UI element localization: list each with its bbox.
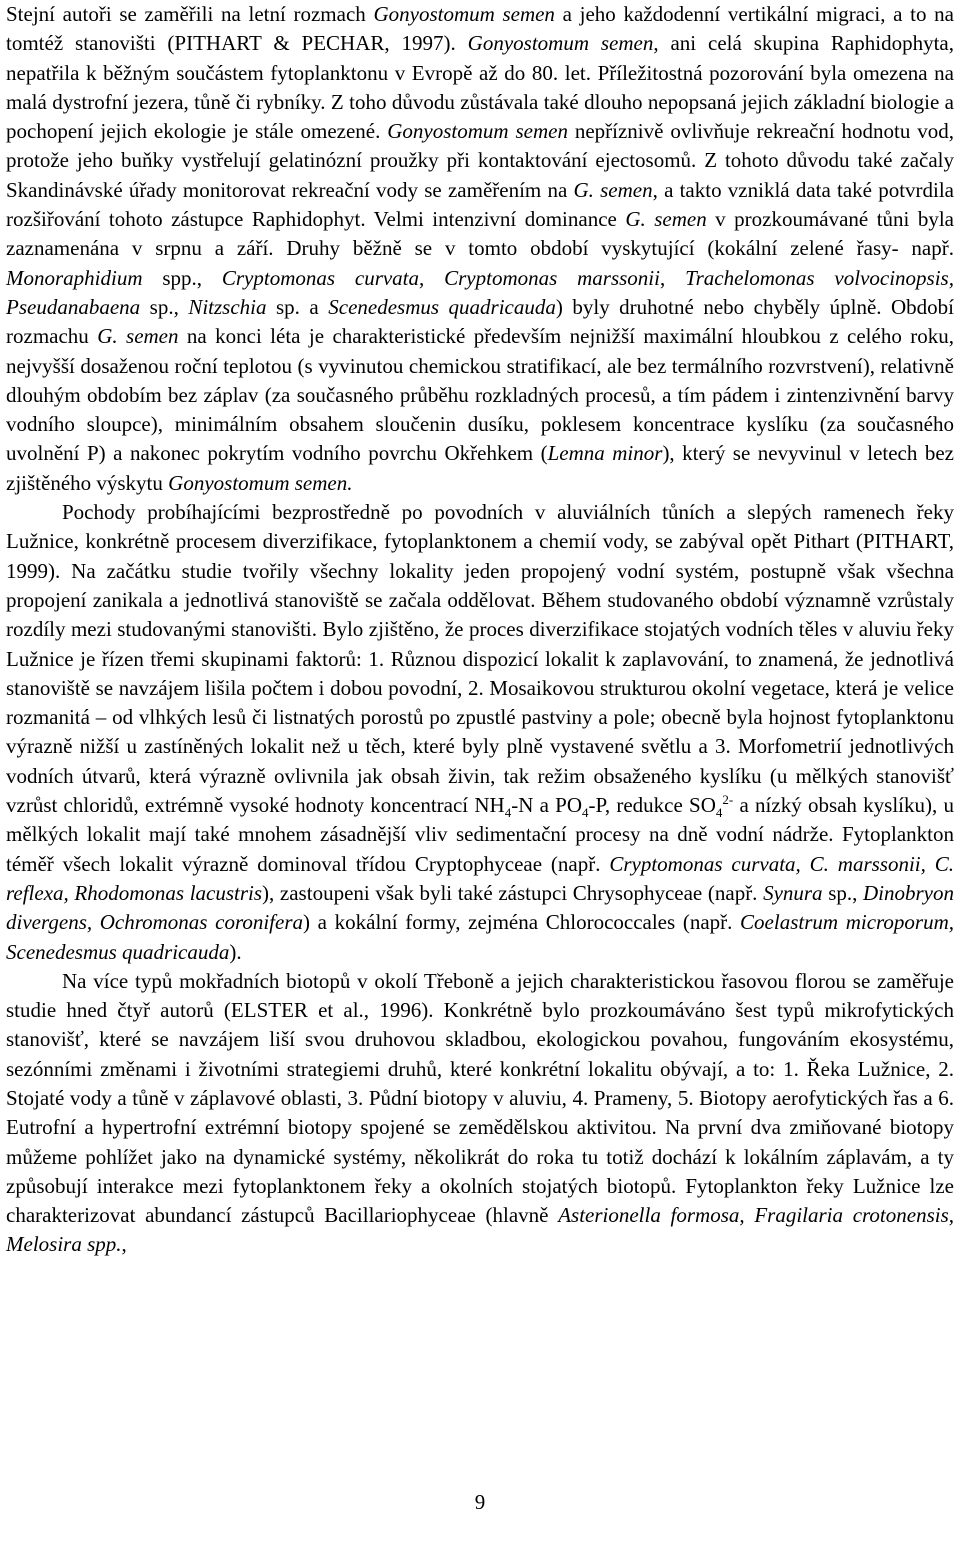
text-run: ), který se nevyvinul v letech bez zjištěného výskytu	[6, 441, 954, 495]
subscript: 4	[504, 805, 512, 821]
text-run: ) byly druhotné nebo chyběly úplně. Období rozmachu	[6, 294, 955, 349]
text-run: nepříznivě ovlivňuje rekreační hodnotu vod, protože jeho buňky vystřelují gelatinózní proužky při kontaktování ejectosomů. Z tohoto důvodu také začaly Skandinávské úřady monitorovat rekreační vody se zaměřením na	[6, 119, 955, 202]
text-run: , ani celá skupina Raphidophyta, nepatřila k běžným součástem fytoplanktonu v Evropě až do 80. let. Příležitostná pozorování byla omezena na malá dystrofní jezera, tůně či rybníky. Z toho důvodu zůstávala také dlouho nepopsaná jejich základní biologie a pochopení jejich ekologie je stále omezené.	[6, 31, 954, 144]
italic-text: Coelastrum microporum, Scenedesmus quadricauda	[6, 910, 954, 964]
paragraph-3	[6, 967, 954, 1260]
italic-text: Asterionella formosa, Fragilaria crotonensis, Melosira	[6, 1203, 954, 1257]
text-run: spp.,	[142, 265, 222, 290]
italic-text: Gonyostomum semen	[387, 119, 568, 144]
italic-text: Nitzschia	[188, 294, 267, 319]
italic-text: Lemna minor	[547, 441, 663, 466]
text-run: Na více typů mokřadních biotopů v okolí Třeboně a jejich charakteristickou řasovou florou se zaměřuje studie hned čtyř autorů (ELSTER et al., 1996). Konkrétně bylo prozkoumáváno šest typů mikrofytických stanovišť, které se navzájem liší svou druhovou skladbou, ekologickou povahou, fungováním ekosystému, sezónními změnami i životními strategiemi druhů, které konkrétní lokalitu obývají, a to: 1. Řeka Lužnice, 2. Stojaté vody a tůně v záplavové oblasti, 3. Půdní biotopy v aluviu, 4. Prameny, 5. Biotopy aerofytických řas a 6. Eutrofní a hypertrofní extrémní biotopy spojené se zemědělskou aktivitou. Na první dva zmiňované biotopy můžeme pohlížet jako na dynamické systémy, několikrát do roka tu totiž dochází k lokálním záplavám, a ty způsobují interakce mezi fytoplanktonem řeky a okolních stojatých biotopů. Fytoplankton řeky Lužnice lze charakterizovat abundancí zástupců Bacillariophyceae (hlavně	[6, 968, 954, 1228]
italic-text: Gonyostomum semen.	[168, 470, 353, 495]
italic-text: G. semen	[625, 207, 707, 232]
text-run: Pochody probíhajícími bezprostředně po povodních v aluviálních tůních a slepých ramenech řeky Lužnice, konkrétně procesem diverzifikace, fytoplanktonem a chemií vody, se zabýval opět Pithart (PITHART, 1999). Na začátku studie tvořily všechny lokality jeden propojený vodní systém, postupně však všechna propojení zanikala a jednotlivá stanoviště se začala oddělovat. Během studovaného období významně vzrůstaly rozdíly mezi studovanými stanovišti. Bylo zjištěno, že proces diverzifikace stojatých vodních těles v aluviu řeky Lužnice je řízen třemi skupinami faktorů: 1. Různou dispozicí lokalit k zaplavování, to znamená, že jednotlivá stanoviště se navzájem lišila počtem i dobou povodní, 2. Mosaikovou strukturou okolní vegetace, která je velice rozmanitá – od vlhkých lesů či listnatých porostů po zpustlé pastviny a pole; obecně byla hojnost fytoplanktonu výrazně nižší u zastíněných lokalit než u těch, které byly plně vystavené světlu a 3. Morfometrií jednotlivých vodních útvarů, která výrazně ovlivnila jak obsah živin, tak režim obsaženého kyslíku (u mělkých stanovišť vzrůst chloridů, extrémně vysoké hodnoty koncentrací NH	[6, 500, 954, 818]
italic-text: Scenedesmus quadricauda	[328, 294, 556, 319]
italic-text: Dinobryon divergens, Ochromonas coronifera	[6, 880, 954, 935]
text-run: v prozkoumávané tůni byla zaznamenána v srpnu a září. Druhy běžně se v tomto období vyskytující (kokální zelené řasy- např.	[6, 207, 954, 261]
italic-text: G. semen	[573, 177, 653, 202]
italic-text: Synura	[763, 880, 823, 905]
italic-text: Cryptomonas curvata, Cryptomonas marssonii	[221, 265, 660, 290]
italic-text: Trachelomonas volvocinopsis, Pseudanabaena	[6, 265, 954, 319]
text-run: a nízký obsah kyslíku), u mělkých lokalit mají také mnohem zásadnější vliv sedimentační procesy na dně vodní nádrže. Fytoplankton téměř všech lokalit výrazně dominoval třídou Cryptophyceae (např.	[6, 793, 954, 876]
italic-text: spp.	[81, 1232, 122, 1257]
italic-text: G. semen	[97, 324, 179, 349]
text-run: sp.,	[140, 294, 189, 319]
italic-text: Cryptomonas curvata, C. marssonii, C. reflexa, Rhodomonas lacustris	[6, 851, 954, 905]
text-run: ,	[659, 265, 686, 290]
italic-text: Gonyostomum semen	[467, 31, 654, 56]
italic-text: Monoraphidium	[6, 265, 143, 290]
text-run: ,	[121, 1232, 127, 1257]
superscript: 2-	[722, 792, 734, 808]
text-run: -N a PO	[511, 793, 583, 818]
text-run: na konci léta je charakteristické především nejnižší maximální hloubkou z celého roku, nejvyšší dosaženou roční teplotou (s vyvinutou chemickou stratifikací, ale bez termálního rozvrstvení), relativně dlouhým obdobím bez záplav (za současného průběhu rozkladných procesů, a tím pádem i zintenzivnění barvy vodního sloupce), minimálním obsahem sloučenin dusíku, poklesem koncentrace kyslíku (za současného uvolnění P) a nakonec pokrytím vodního povrchu Okřehkem (	[6, 324, 954, 466]
text-run: sp. a	[266, 294, 329, 319]
subscript: 4	[582, 805, 589, 821]
text-run: a jeho každodenní vertikální migraci, a to na tomtéž stanovišti (PITHART & PECHAR, 1997).	[6, 2, 954, 56]
paragraph-1	[6, 0, 954, 498]
paragraph-2	[6, 498, 954, 967]
page-number: 9	[474, 1490, 486, 1514]
text-run: ).	[229, 939, 242, 964]
document-body	[6, 0, 954, 1260]
subscript: 4	[715, 805, 723, 821]
text-run: sp.,	[822, 880, 863, 905]
text-run: -P, redukce SO	[588, 793, 716, 818]
text-run: Stejní autoři se zaměřili na letní rozmach	[6, 2, 374, 26]
italic-text: Gonyostomum semen	[373, 2, 555, 26]
text-run: ), zastoupeni však byli také zástupci Chrysophyceae (např.	[262, 880, 764, 905]
text-run: ) a kokální formy, zejména Chlorococcales (např.	[303, 910, 741, 935]
text-run: , a takto vzniklá data také potvrdila rozšiřování tohoto zástupce Raphidophyt. Velmi intenzivní dominance	[6, 177, 955, 232]
